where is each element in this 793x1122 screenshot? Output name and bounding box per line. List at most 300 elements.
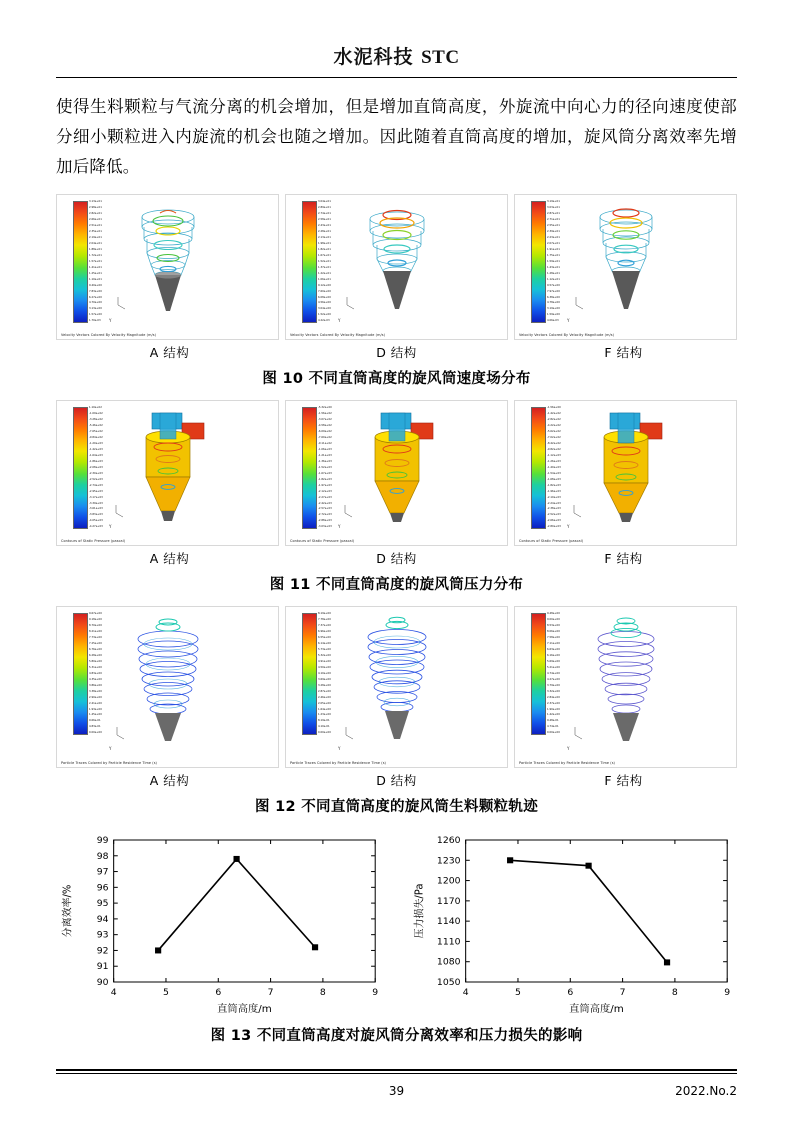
axis-indicator: Y xyxy=(567,746,570,751)
colorbar-tick: -1.64e+03 xyxy=(89,453,103,457)
panel-colorbar-title: Particle Traces Colored by Particle Residence Time (s) xyxy=(519,761,615,765)
colorbar-tick: 1.64e+00 xyxy=(318,707,331,711)
colorbar-tick: 3.38e+00 xyxy=(89,689,102,693)
colorbar-tick: 6.08e+00 xyxy=(318,295,331,299)
figure-panel xyxy=(514,194,737,340)
colorbar-tick: 6.16e+00 xyxy=(547,653,560,657)
colorbar-tick: -7.65e+02 xyxy=(89,429,103,433)
svg-text:7: 7 xyxy=(619,988,626,998)
colorbar-tick: 3.04e+00 xyxy=(318,307,331,311)
panel-colorbar-title: Velocity Vectors Colored By Velocity Magnitude (m/s) xyxy=(290,333,386,337)
colorbar-tick: -4.05e+03 xyxy=(89,519,103,523)
colorbar-tick: 2.41e+00 xyxy=(89,701,102,705)
colorbar-tick: -1.40e+03 xyxy=(547,465,561,469)
figure-caption: 图 10 不同直筒高度的旋风筒速度场分布 xyxy=(262,371,531,387)
colorbar-tick: -4.27e+03 xyxy=(89,525,103,529)
colorbar-tick: 2.84e+00 xyxy=(547,695,560,699)
structure-label: A 结构 xyxy=(149,345,190,360)
colorbar-tick: 2.39e+01 xyxy=(547,229,560,233)
colorbar-tick: -2.52e+03 xyxy=(89,477,103,481)
figure-panel xyxy=(285,194,508,340)
colorbar-tick: 4.74e+00 xyxy=(547,671,560,675)
colorbar-tick: 1.98e+01 xyxy=(318,241,331,245)
colorbar-tick: 4.83e-01 xyxy=(89,725,101,729)
colorbar-tick: 6.28e+00 xyxy=(89,653,102,657)
colorbar-labels xyxy=(318,613,331,735)
svg-text:96: 96 xyxy=(96,883,109,894)
panel-colorbar-title: Contours of Static Pressure (pascal) xyxy=(61,539,126,543)
colorbar-tick: -1.20e+03 xyxy=(89,441,103,445)
colorbar-tick: 7.73e+00 xyxy=(89,635,102,639)
colorbar-tick: 1.59e+01 xyxy=(547,259,560,263)
colorbar-tick: 2.35e+01 xyxy=(89,229,102,233)
svg-text:9: 9 xyxy=(372,988,379,998)
colorbar-tick: -1.54e+03 xyxy=(547,471,561,475)
colorbar-tick: 2.04e+01 xyxy=(89,241,102,245)
axis-indicator: Y xyxy=(109,524,112,529)
colorbar-tick: 2.43e+01 xyxy=(318,223,331,227)
colorbar-tick: 1.57e+01 xyxy=(89,259,102,263)
colorbar-tick: 1.23e+00 xyxy=(318,713,331,717)
page-number: 39 xyxy=(388,1084,405,1098)
colorbar-labels xyxy=(547,201,560,323)
colorbar-tick: 6.63e+00 xyxy=(547,647,560,651)
figure-12-panels xyxy=(56,606,737,768)
figure-panel xyxy=(285,606,508,768)
colorbar-tick: 1.10e+02 xyxy=(89,406,102,409)
figure-caption: 图 11 不同直筒高度的旋风筒压力分布 xyxy=(269,577,524,593)
colorbar-tick: 2.46e+00 xyxy=(318,695,331,699)
svg-text:8: 8 xyxy=(671,988,678,998)
colorbar-tick: 3.79e+00 xyxy=(547,683,560,687)
colorbar-tick: 9.18e+00 xyxy=(89,617,102,621)
figure-caption: 图 13 不同直筒高度对旋风筒分离效率和压力损失的影响 xyxy=(210,1028,583,1044)
colorbar-tick: 9.48e+00 xyxy=(547,612,560,615)
colorbar-labels xyxy=(318,201,331,323)
svg-text:压力损失/Pa: 压力损失/Pa xyxy=(413,883,425,939)
cyclone-pressure-render xyxy=(104,407,232,531)
colorbar-tick: 9.12e+00 xyxy=(318,283,331,287)
colorbar-tick: 2.82e+01 xyxy=(89,211,102,215)
colorbar-labels xyxy=(318,407,332,529)
colorbar-tick: -1.82e+03 xyxy=(318,477,332,481)
colorbar-tick: 9.48e-01 xyxy=(547,719,559,723)
colorbar-tick: 0.00e+00 xyxy=(547,731,560,735)
colorbar-tick: 1.52e+00 xyxy=(318,313,331,317)
colorbar-tick: 4.22e-03 xyxy=(318,319,330,323)
colorbar-tick: 4.10e-01 xyxy=(318,725,330,729)
panel-colorbar-title: Particle Traces Colored by Particle Residence Time (s) xyxy=(61,761,157,765)
colorbar-tick: -2.52e+03 xyxy=(547,513,561,517)
colorbar-labels xyxy=(547,407,561,529)
axis-indicator: Y xyxy=(338,318,341,323)
colorbar-tick: -2.42e+03 xyxy=(318,501,332,505)
colorbar-gradient xyxy=(302,201,317,323)
colorbar-tick: 1.45e+00 xyxy=(89,713,102,717)
colorbar-gradient xyxy=(302,613,317,735)
header-divider xyxy=(56,77,737,78)
colorbar-tick: -8.42e+02 xyxy=(547,441,561,445)
cyclone-velocity-render xyxy=(566,201,686,321)
colorbar-tick: 4.50e+00 xyxy=(318,665,331,669)
colorbar-tick: 6.96e+00 xyxy=(318,629,331,633)
panel-colorbar-title: Contours of Static Pressure (pascal) xyxy=(519,539,584,543)
colorbar-tick: 9.57e+00 xyxy=(547,283,560,287)
svg-text:分离效率/%: 分离效率/% xyxy=(62,884,74,938)
svg-text:97: 97 xyxy=(96,867,109,878)
colorbar-tick: 3.28e+00 xyxy=(318,683,331,687)
issue-label: 2022.No.2 xyxy=(675,1084,737,1098)
colorbar-tick: -2.88e+03 xyxy=(318,519,332,523)
colorbar-tick: 3.13e+01 xyxy=(89,200,102,203)
colorbar-tick: -4.58e+02 xyxy=(318,423,332,427)
colorbar-tick: 3.04e+01 xyxy=(318,200,331,203)
svg-text:8: 8 xyxy=(319,988,326,998)
svg-text:6: 6 xyxy=(566,988,573,998)
colorbar-tick: 1.25e+01 xyxy=(89,271,102,275)
axis-indicator: Y xyxy=(567,524,570,529)
colorbar-tick: 4.56e+00 xyxy=(318,301,331,305)
colorbar-tick: -3.39e+03 xyxy=(89,501,103,505)
svg-text:4: 4 xyxy=(110,988,117,998)
colorbar-tick: 9.67e+00 xyxy=(89,612,102,615)
colorbar-tick: 7.37e+00 xyxy=(318,623,331,627)
colorbar-tick: 6.27e+00 xyxy=(89,295,102,299)
colorbar-tick: -2.27e+03 xyxy=(318,495,332,499)
colorbar-tick: -5.46e+02 xyxy=(89,423,103,427)
colorbar-tick: 2.90e+00 xyxy=(89,695,102,699)
colorbar-tick: -1.36e+03 xyxy=(318,459,332,463)
colorbar-tick: -3.17e+03 xyxy=(89,495,103,499)
svg-text:98: 98 xyxy=(96,851,109,862)
colorbar-tick: 8.19e+00 xyxy=(318,612,331,615)
figure-panel xyxy=(56,606,279,768)
figure-panel xyxy=(514,400,737,546)
colorbar-tick: -2.80e+03 xyxy=(547,525,561,529)
colorbar-tick: 1.57e+00 xyxy=(89,313,102,317)
colorbar-tick: -6.09e+02 xyxy=(318,429,332,433)
colorbar-gradient xyxy=(531,201,546,323)
colorbar-tick: 2.87e+01 xyxy=(547,211,560,215)
svg-text:1080: 1080 xyxy=(436,957,461,968)
svg-text:1170: 1170 xyxy=(436,896,461,907)
svg-text:直筒高度/m: 直筒高度/m xyxy=(568,1004,624,1015)
colorbar-tick: 1.22e+01 xyxy=(318,271,331,275)
footer-divider xyxy=(56,1069,737,1075)
colorbar-tick: -3.03e+03 xyxy=(318,525,332,529)
axis-indicator: Y xyxy=(109,746,112,751)
svg-text:90: 90 xyxy=(96,978,109,988)
colorbar-tick: -1.21e+03 xyxy=(318,453,332,457)
colorbar-tick: -3.07e+02 xyxy=(318,417,332,421)
colorbar-tick: -1.68e+03 xyxy=(547,477,561,481)
colorbar-tick: 2.87e+00 xyxy=(318,689,331,693)
colorbar-tick: 3.13e+00 xyxy=(89,307,102,311)
colorbar-tick: -5.32e+00 xyxy=(318,406,332,409)
cyclone-velocity-render xyxy=(108,201,228,321)
svg-text:1200: 1200 xyxy=(436,876,461,887)
colorbar-tick: 3.19e+01 xyxy=(547,200,560,203)
chart-svg xyxy=(56,828,386,1018)
figure-11-structure-labels xyxy=(56,549,737,567)
figure-10 xyxy=(56,194,737,388)
particle-trace-render xyxy=(561,613,691,753)
figure-11-panels xyxy=(56,400,737,546)
structure-label: D 结构 xyxy=(376,551,417,566)
colorbar-tick: 8.06e+00 xyxy=(547,629,560,633)
colorbar-tick: 1.59e+00 xyxy=(547,313,560,317)
colorbar-tick: 1.52e+01 xyxy=(318,259,331,263)
colorbar-tick: -2.82e+02 xyxy=(547,417,561,421)
colorbar-tick: -1.56e+00 xyxy=(547,406,561,409)
panel-colorbar-title: Particle Traces Colored by Particle Residence Time (s) xyxy=(290,761,386,765)
journal-header xyxy=(0,0,793,69)
colorbar-tick: -3.83e+03 xyxy=(89,513,103,517)
svg-text:9: 9 xyxy=(723,988,730,998)
figure-panel xyxy=(56,400,279,546)
colorbar-gradient xyxy=(73,201,88,323)
colorbar-tick: 8.19e-01 xyxy=(318,719,330,723)
colorbar-tick: -3.61e+03 xyxy=(89,507,103,511)
axis-indicator: Y xyxy=(567,318,570,323)
colorbar-tick: -1.96e+03 xyxy=(547,489,561,493)
panel-colorbar-title: Velocity Vectors Colored By Velocity Magnitude (m/s) xyxy=(61,333,157,337)
svg-text:5: 5 xyxy=(514,988,521,998)
axis-indicator: Y xyxy=(338,524,341,529)
colorbar-tick: 2.05e+00 xyxy=(318,701,331,705)
colorbar-gradient xyxy=(73,407,88,529)
colorbar-tick: -3.28e+02 xyxy=(89,417,103,421)
svg-text:99: 99 xyxy=(96,836,109,846)
colorbar-tick: 1.37e+01 xyxy=(318,265,331,269)
structure-label: A 结构 xyxy=(149,551,190,566)
colorbar-tick: -7.02e+02 xyxy=(547,435,561,439)
colorbar-tick: 4.91e+00 xyxy=(318,659,331,663)
colorbar-tick: 2.13e+01 xyxy=(318,235,331,239)
svg-text:7: 7 xyxy=(267,988,274,998)
colorbar-tick: 2.71e+01 xyxy=(547,217,560,221)
colorbar-tick: 2.19e+01 xyxy=(89,235,102,239)
colorbar-tick: 1.67e+01 xyxy=(318,253,331,257)
colorbar-tick: 5.21e+00 xyxy=(547,665,560,669)
pressure-loss-chart xyxy=(408,828,738,1018)
structure-label: F 结构 xyxy=(604,345,643,360)
colorbar-tick: -1.67e+03 xyxy=(318,471,332,475)
colorbar-labels xyxy=(89,613,102,735)
colorbar-tick: -2.30e+03 xyxy=(89,471,103,475)
colorbar-tick: 7.78e+00 xyxy=(318,617,331,621)
colorbar-tick: 1.91e+01 xyxy=(547,247,560,251)
colorbar-tick: -1.86e+03 xyxy=(89,459,103,463)
colorbar-tick: 1.28e+01 xyxy=(547,271,560,275)
colorbar-tick: 9.00e+00 xyxy=(547,617,560,621)
footer xyxy=(56,1084,737,1098)
svg-text:93: 93 xyxy=(96,930,109,941)
colorbar-tick: 5.73e+00 xyxy=(318,647,331,651)
colorbar-tick: -2.08e+03 xyxy=(89,465,103,469)
colorbar-tick: -1.42e+03 xyxy=(89,447,103,451)
colorbar-gradient xyxy=(73,613,88,735)
structure-label: F 结构 xyxy=(604,551,643,566)
colorbar-tick: 1.75e+01 xyxy=(547,253,560,257)
figure-10-panels xyxy=(56,194,737,340)
axis-indicator: Y xyxy=(338,746,341,751)
colorbar-tick: 9.66e-01 xyxy=(89,719,101,723)
colorbar-tick: -2.10e+03 xyxy=(547,495,561,499)
colorbar-tick: 1.93e+00 xyxy=(89,707,102,711)
figure-12 xyxy=(56,606,737,816)
colorbar-tick: 7.83e+00 xyxy=(89,289,102,293)
svg-text:1140: 1140 xyxy=(436,917,461,928)
cyclone-pressure-render xyxy=(333,407,461,531)
colorbar-tick: 1.72e+01 xyxy=(89,253,102,257)
figure-panel xyxy=(514,606,737,768)
colorbar-tick: 1.82e+01 xyxy=(318,247,331,251)
panel-colorbar-title: Velocity Vectors Colored By Velocity Magnitude (m/s) xyxy=(519,333,615,337)
colorbar-tick: 1.70e-03 xyxy=(89,319,101,323)
colorbar-tick: -4.22e+02 xyxy=(547,423,561,427)
colorbar-tick: 7.11e+00 xyxy=(547,641,560,645)
structure-label: F 结构 xyxy=(604,773,643,788)
svg-text:直筒高度/m: 直筒高度/m xyxy=(217,1004,272,1015)
particle-trace-render xyxy=(332,613,462,753)
structure-label: D 结构 xyxy=(376,773,417,788)
colorbar-tick: -5.62e+02 xyxy=(547,429,561,433)
svg-text:94: 94 xyxy=(96,914,109,925)
colorbar-tick: -9.84e+02 xyxy=(89,435,103,439)
colorbar-tick: 2.37e+00 xyxy=(547,701,560,705)
figure-caption: 图 12 不同直筒高度的旋风筒生料颗粒轨迹 xyxy=(254,799,539,815)
particle-trace-render xyxy=(103,613,233,753)
cyclone-pressure-render xyxy=(562,407,690,531)
colorbar-tick: 6.38e+00 xyxy=(547,295,560,299)
colorbar-tick: 1.12e+01 xyxy=(547,277,560,281)
colorbar-tick: -1.42e+02 xyxy=(547,411,561,415)
colorbar-tick: 1.06e+01 xyxy=(318,277,331,281)
figure-13 xyxy=(56,828,737,1045)
svg-text:5: 5 xyxy=(163,988,169,998)
svg-text:1110: 1110 xyxy=(436,937,461,948)
colorbar-labels xyxy=(547,613,560,735)
colorbar-tick: 4.35e+00 xyxy=(89,677,102,681)
svg-text:1260: 1260 xyxy=(436,836,461,846)
colorbar-tick: 2.89e+01 xyxy=(318,205,331,209)
colorbar-tick: -1.09e+02 xyxy=(89,411,103,415)
colorbar-tick: 3.03e+01 xyxy=(547,205,560,209)
colorbar-tick: 8.53e+00 xyxy=(547,623,560,627)
figure-panel xyxy=(285,400,508,546)
colorbar-tick: 5.31e+00 xyxy=(89,665,102,669)
svg-text:92: 92 xyxy=(96,946,109,957)
colorbar-tick: 2.28e+01 xyxy=(318,229,331,233)
colorbar-tick: 2.23e+01 xyxy=(547,235,560,239)
axis-indicator: Y xyxy=(109,318,112,323)
colorbar-tick: 5.69e+00 xyxy=(547,659,560,663)
colorbar-tick: -7.60e+02 xyxy=(318,435,332,439)
colorbar-tick: -1.56e+02 xyxy=(318,411,332,415)
colorbar-tick: 1.88e+01 xyxy=(89,247,102,251)
figure-13-charts xyxy=(56,828,737,1018)
structure-label: A 结构 xyxy=(149,773,190,788)
svg-text:4: 4 xyxy=(462,988,469,998)
separation-efficiency-chart xyxy=(56,828,386,1018)
colorbar-tick: -2.38e+03 xyxy=(547,507,561,511)
colorbar-tick: 6.55e+00 xyxy=(318,635,331,639)
figure-10-structure-labels xyxy=(56,343,737,361)
colorbar-tick: 2.74e+01 xyxy=(318,211,331,215)
structure-label: D 结构 xyxy=(376,345,417,360)
colorbar-tick: 2.58e+01 xyxy=(318,217,331,221)
svg-text:95: 95 xyxy=(96,899,109,910)
cyclone-velocity-render xyxy=(337,201,457,321)
colorbar-tick: 1.90e+00 xyxy=(547,707,560,711)
colorbar-tick: 8.21e+00 xyxy=(89,629,102,633)
colorbar-tick: -9.82e+02 xyxy=(547,447,561,451)
colorbar-tick: 4.74e-01 xyxy=(547,725,559,729)
colorbar-tick: 5.80e+00 xyxy=(89,659,102,663)
journal-title: 水泥科技 xyxy=(333,46,414,68)
colorbar-tick: -2.66e+03 xyxy=(547,519,561,523)
colorbar-tick: 2.98e+01 xyxy=(89,205,102,209)
colorbar-tick: -1.12e+03 xyxy=(547,453,561,457)
colorbar-tick: 3.19e+00 xyxy=(547,307,560,311)
colorbar-tick: 8.70e+00 xyxy=(89,623,102,627)
colorbar-labels xyxy=(89,407,103,529)
svg-text:91: 91 xyxy=(96,962,109,973)
colorbar-tick: 4.78e+00 xyxy=(547,301,560,305)
colorbar-tick: -2.72e+03 xyxy=(318,513,332,517)
colorbar-gradient xyxy=(302,407,317,529)
colorbar-tick: 7.25e+00 xyxy=(89,641,102,645)
panel-colorbar-title: Contours of Static Pressure (pascal) xyxy=(290,539,355,543)
colorbar-tick: -2.57e+03 xyxy=(318,507,332,511)
colorbar-tick: 7.97e+00 xyxy=(547,289,560,293)
colorbar-tick: -2.12e+03 xyxy=(318,489,332,493)
colorbar-tick: 7.60e+00 xyxy=(318,289,331,293)
colorbar-gradient xyxy=(531,407,546,529)
colorbar-tick: -2.74e+03 xyxy=(89,483,103,487)
colorbar-tick: 4.06e-03 xyxy=(547,319,559,323)
colorbar-tick: 3.69e+00 xyxy=(318,677,331,681)
colorbar-tick: 1.10e+01 xyxy=(89,277,102,281)
colorbar-tick: 4.10e+00 xyxy=(318,671,331,675)
chart-svg xyxy=(408,828,738,1018)
colorbar-tick: 1.42e+00 xyxy=(547,713,560,717)
colorbar-tick: 0.00e+00 xyxy=(318,731,331,735)
colorbar-tick: 2.07e+01 xyxy=(547,241,560,245)
colorbar-gradient xyxy=(531,613,546,735)
colorbar-tick: 3.86e+00 xyxy=(89,683,102,687)
figure-panel xyxy=(56,194,279,340)
colorbar-tick: 3.32e+00 xyxy=(547,689,560,693)
colorbar-tick: -2.24e+03 xyxy=(547,501,561,505)
colorbar-tick: 9.40e+00 xyxy=(89,283,102,287)
colorbar-tick: 6.14e+00 xyxy=(318,641,331,645)
body-paragraph: 使得生料颗粒与气流分离的机会增加，但是增加直筒高度，外旋流中向心力的径向速度使部分细小颗粒进入内旋流的机会也随之增加。因此随着直筒高度的增加，旋风筒分离效率先增加后降低。 xyxy=(56,97,737,176)
colorbar-tick: 6.76e+00 xyxy=(89,647,102,651)
colorbar-tick: 2.51e+01 xyxy=(89,223,102,227)
colorbar-tick: 7.58e+00 xyxy=(547,635,560,639)
colorbar-tick: -9.11e+02 xyxy=(318,441,332,445)
journal-abbrev: STC xyxy=(421,47,460,68)
colorbar-tick: 1.43e+01 xyxy=(547,265,560,269)
colorbar-tick: -1.97e+03 xyxy=(318,483,332,487)
colorbar-tick: 2.55e+01 xyxy=(547,223,560,227)
colorbar-tick: -1.82e+03 xyxy=(547,483,561,487)
colorbar-tick: 1.41e+01 xyxy=(89,265,102,269)
svg-text:6: 6 xyxy=(215,988,222,998)
colorbar-tick: -1.26e+03 xyxy=(547,459,561,463)
